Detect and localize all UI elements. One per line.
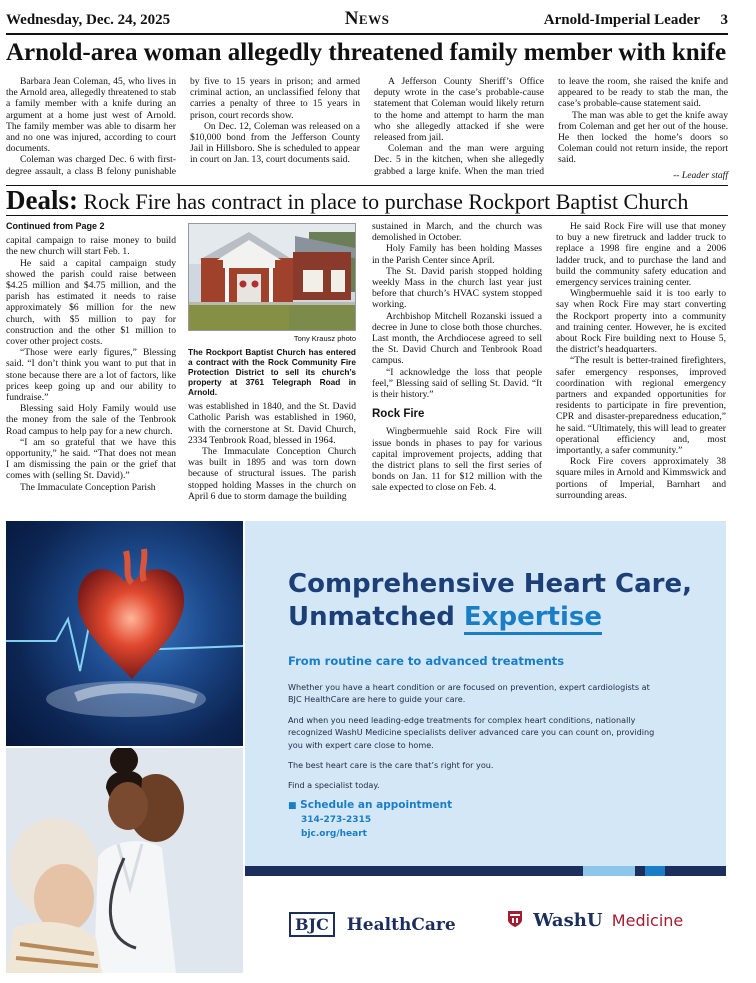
story1-byline: -- Leader staff — [673, 169, 728, 181]
story1-paragraph: On Dec. 12, Coleman was released on a $10,000 bond from the Jefferson County Jail in Hillsboro. She is scheduled to appear in court on Jan. 13, court documents said. — [190, 120, 360, 166]
story1-paragraph: A Jefferson County Sheriff’s Office deputy wrote in the case’s probable-cause statement that Coleman would likely return to the home and attempt to harm the man who she allegedly attacked if she were released from jail. — [374, 76, 544, 144]
story1-paragraph: Coleman was charged Dec. 6 with first-degree assault, a class B felony punishable by five to 15 years in prison; and armed criminal action, an unclassified felony that carries a penalty of three to 15 years in prison, court records show. — [6, 76, 360, 177]
story2-paragraph: “I am so grateful that we have this opportunity,” he said. “That does not mean I am dismissing the pain or the grief that comes with (selling St. David).” — [6, 436, 176, 482]
bjc-logo — [289, 912, 456, 937]
photo-credit: Tony Krausz photo — [293, 334, 356, 343]
story2-column-2 — [188, 223, 356, 502]
story2-paragraph: Holy Family has been holding Masses in the Parish Center since April. — [372, 243, 542, 266]
issue-date: Wednesday, Dec. 24, 2025 — [6, 12, 171, 28]
story2-paragraph: The Immaculate Conception Parish — [20, 481, 156, 493]
ad-accent-segment — [583, 866, 635, 876]
story2-paragraph: Rock Fire covers approximately 38 square miles in Arnold and Kimmswick and portions of Imperial, Barnhart and surrounding areas. — [556, 456, 726, 501]
ad-logos — [245, 876, 726, 973]
heart-illustration — [6, 521, 243, 746]
story2-headline — [6, 186, 728, 216]
story1-paragraph: The man was able to get the knife away from Coleman and get her out of the house. He then locked the home’s doors so Coleman could not return inside, the report said. — [558, 109, 728, 166]
washu-logo — [507, 910, 683, 931]
ad-headline-line1: Comprehensive Heart Care, — [288, 569, 692, 599]
story2-paragraph: capital campaign to raise money to build the new church will start Feb. 1. — [6, 235, 176, 258]
story2-paragraph: The Immaculate Conception Church was built in 1895 and was torn down because of structural issues. The parish stopped holding Masses in the church on April 6 due to storm damage the building — [188, 446, 356, 502]
story2-paragraph: “I acknowledge the loss that people feel,” Blessing said of selling St. David. “It is their history.” — [372, 366, 542, 401]
ad-url[interactable]: bjc.org/heart — [301, 829, 367, 839]
washu-logo-medicine: Medicine — [611, 911, 684, 930]
photo-caption: The Rockport Baptist Church has entered a contract with the Rock Community Fire Protection District to sell its church’s property at 3761 Telegraph Road in Arnold. — [188, 347, 356, 398]
section-name: News — [344, 8, 390, 29]
story2-paragraph: He said Rock Fire will use that money to buy a new firetruck and ladder truck to replace a 1998 fire engine and a 2006 ladder truck, and to purchase the land and build the community safety education and emergency services training center. — [556, 221, 726, 289]
ad-headline-line2 — [288, 601, 708, 634]
page-number: 3 — [720, 12, 728, 28]
story2-paragraph: The St. David parish stopped holding weekly Mass in the church last year just before that church’s HVAC system stopped working. — [372, 265, 542, 311]
story2-headline-text: Rock Fire has contract in place to purchase Rockport Baptist Church — [83, 189, 689, 214]
ad-accent-bar — [245, 866, 726, 876]
ad-body-paragraph: Find a specialist today. — [288, 780, 380, 791]
story1-paragraph: Barbara Jean Coleman, 45, who lives in the Arnold area, allegedly threatened to stab a family member with a knife during an argument at a home just west of Arnold. The family member was able to disarm her and no one was injured, according to court documents. — [6, 76, 176, 155]
ad-phone[interactable]: 314-273-2315 — [301, 815, 372, 825]
ad-accent-segment — [645, 866, 665, 876]
washu-logo-text: WashU — [533, 910, 603, 931]
continued-label: Continued from Page 2 — [6, 221, 105, 231]
headline-rule — [6, 215, 728, 216]
ad-body-paragraph: And when you need leading-edge treatments for complex heart conditions, nationally recognized WashU Medicine specialists deliver advanced care you can count on, providing you with expert care close to home. — [288, 714, 655, 750]
church-photo — [188, 223, 356, 331]
story2-paragraph: “Those were early figures,” Blessing said. “I don’t think you want to put that in stone because there are a lot of factors, like prices keep going up and our ability to fundraise.” — [6, 347, 176, 404]
ad-subhead: From routine care to advanced treatments — [288, 654, 565, 668]
heart-graphic — [6, 521, 243, 746]
schedule-appointment-label: Schedule an appointment — [300, 799, 453, 811]
publication-name: Arnold-Imperial Leader — [543, 12, 700, 28]
bjc-logo-text: HealthCare — [346, 915, 456, 935]
bjc-logo-mark: BJC — [289, 912, 335, 937]
doctor-patient-graphic — [6, 748, 243, 973]
story2-paragraph: “The result is better-trained firefighters, safer emergency responses, improved coordination with regional emergency partners and expanded opportunities for residents to participate in fire prevention, CPR and disaster-preparedness education,” he said. “Ultimately, this will lead to greater operational efficiency and, most importantly, a safer community.” — [556, 355, 726, 457]
story2-kicker: Deals: — [6, 185, 78, 215]
ad-headline-expertise: Expertise — [464, 602, 602, 635]
ad-body-paragraph: Whether you have a heart condition or are focused on prevention, expert cardiologists at BJC HealthCare are here to guide your care. — [288, 682, 650, 705]
story2-column-4 — [556, 221, 726, 501]
schedule-appointment-link[interactable] — [288, 798, 452, 813]
story2-paragraph: Wingbermuehle said Rock Fire will issue bonds in phases to pay for various capital improvement projects, adding that the district plans to sell the first series of bonds on Jan. 11 for $12 million with the sale expected to close on Feb. 4. — [372, 426, 542, 494]
story2-paragraph: Wingbermuehle said it is too early to say when Rock Fire may start converting the Rockport property into a community and training center. However, he is excited about Rock Fire building next to House 5, the district’s headquarters. — [556, 288, 726, 356]
story2-paragraph: He said a capital campaign study showed the parish could raise between $4.25 million and $4.75 million, and the parish has estimated it needs to raise approximately $6 million for the new church, with $5 million to pay for construction and the other $1 million to cover other project costs. — [6, 257, 176, 348]
story2-paragraph: Archbishop Mitchell Rozanski issued a decree in June to close both those churches. Last month, the Archdiocese agreed to sell the St. David Church and Tenbrook Road campus. — [372, 310, 542, 367]
story2-column-3 — [372, 221, 542, 494]
story1-body — [6, 76, 728, 184]
masthead — [6, 8, 728, 34]
ad-body — [288, 681, 658, 800]
ad-body-paragraph: The best heart care is the care that’s right for you. — [288, 760, 494, 771]
story2-paragraph: was established in 1840, and the St. David Catholic Parish was established in 1960, with the cornerstone at St. David Church, 2334 Tenbrook Road, blessed in 1964. — [188, 401, 356, 446]
ad-cta[interactable] — [288, 798, 452, 841]
ad-accent-segment — [635, 866, 645, 876]
doctor-patient-photo — [6, 748, 243, 973]
story1-headline: Arnold-area woman allegedly threatened family member with knife — [6, 39, 727, 66]
calendar-icon: ■ — [288, 801, 297, 811]
story2-paragraph: Blessing said Holy Family would use the money from the sale of the Tenbrook Road campus to help pay for a new church. — [6, 403, 176, 437]
washu-shield-icon — [507, 910, 523, 928]
story1-paragraph: Coleman and the man were arguing Dec. 5 in the kitchen, when she allegedly grabbed a large knife. When the man tried to leave the room, she raised the knife and appeared to be ready to stab the man, the case’s probable-cause statement said. — [374, 76, 728, 177]
heart-care-ad[interactable] — [6, 521, 726, 973]
story2-column-1 — [6, 221, 176, 493]
masthead-rule — [6, 33, 728, 35]
story2-subhead: Rock Fire — [372, 408, 425, 421]
ad-copy-panel — [245, 521, 726, 866]
church-photo-image — [189, 224, 355, 330]
ad-headline — [288, 568, 708, 634]
story2-paragraph: sustained in March, and the church was demolished in October. — [372, 221, 542, 244]
ad-headline-unmatched: Unmatched — [288, 602, 455, 632]
